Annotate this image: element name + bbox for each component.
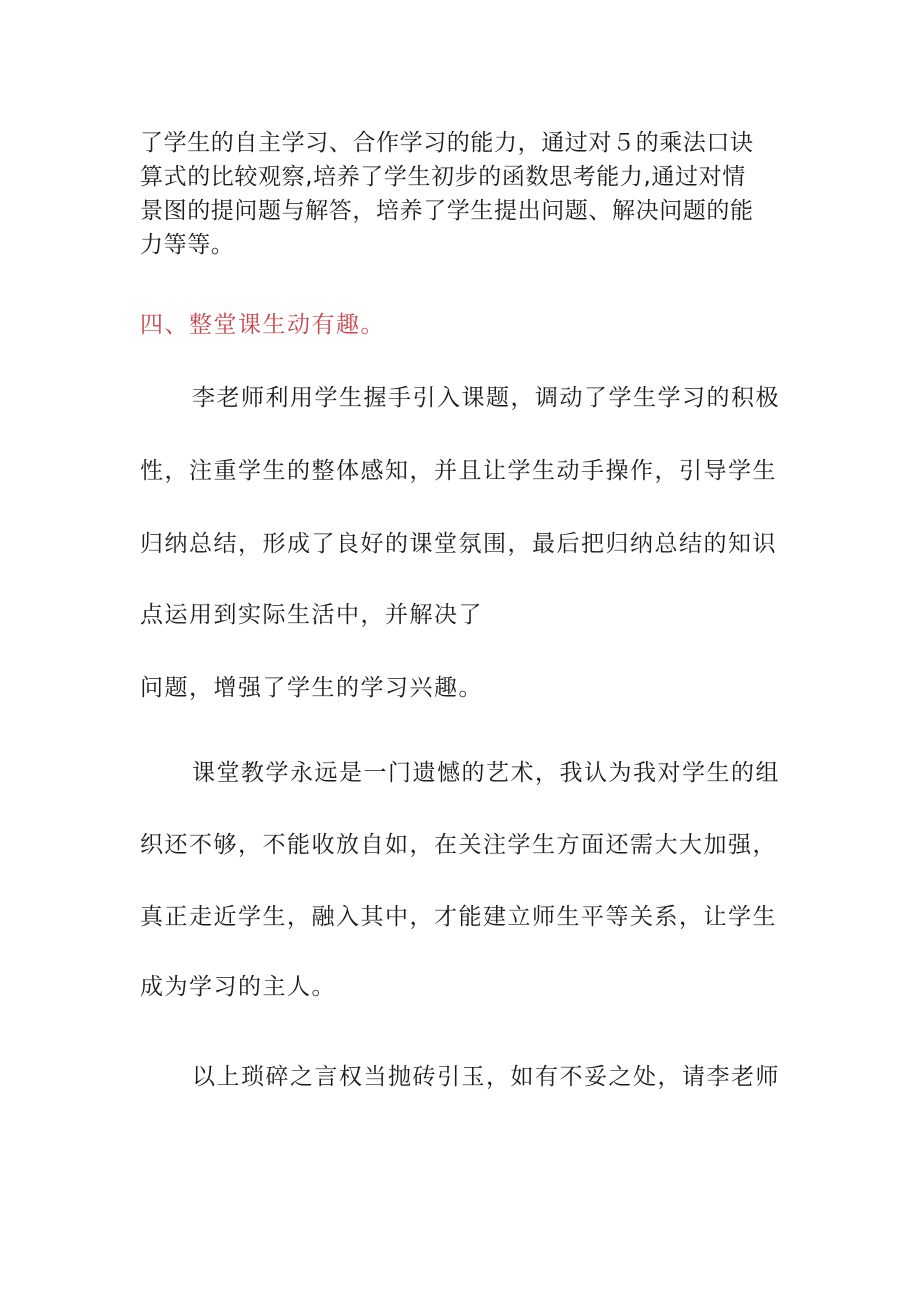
paragraph-3-line-2: 织还不够，不能收放自如，在关注学生方面还需大大加强， bbox=[140, 832, 777, 858]
paragraph-1-line-1: 了学生的自主学习、合作学习的能力，通过对５的乘法口诀 bbox=[140, 130, 754, 156]
paragraph-2-line-4: 点运用到实际生活中，并解决了 bbox=[140, 602, 483, 628]
paragraph-1-line-2: 算式的比较观察,培养了学生初步的函数思考能力,通过对情 bbox=[140, 164, 746, 190]
paragraph-4-line-1: 以上琐碎之言权当抛砖引玉，如有不妥之处，请李老师 bbox=[192, 1064, 780, 1090]
paragraph-1-line-4: 力等等。 bbox=[140, 232, 235, 258]
paragraph-2-line-1: 李老师利用学生握手引入课题，调动了学生学习的积极 bbox=[192, 385, 780, 411]
paragraph-2-line-2: 性，注重学生的整体感知，并且让学生动手操作，引导学生 bbox=[140, 458, 777, 484]
paragraph-2-line-3: 归纳总结，形成了良好的课堂氛围，最后把归纳总结的知识 bbox=[140, 531, 777, 557]
paragraph-1-line-3: 景图的提问题与解答，培养了学生提出问题、解决问题的能 bbox=[140, 198, 754, 224]
paragraph-3-line-3: 真正走近学生，融入其中，才能建立师生平等关系，让学生 bbox=[140, 904, 777, 930]
paragraph-3-line-4: 成为学习的主人。 bbox=[140, 974, 336, 1000]
paragraph-2-line-5: 问题，增强了学生的学习兴趣。 bbox=[140, 675, 483, 701]
paragraph-3-line-1: 课堂教学永远是一门遗憾的艺术，我认为我对学生的组 bbox=[192, 760, 780, 786]
section-heading: 四、整堂课生动有趣。 bbox=[140, 312, 385, 338]
